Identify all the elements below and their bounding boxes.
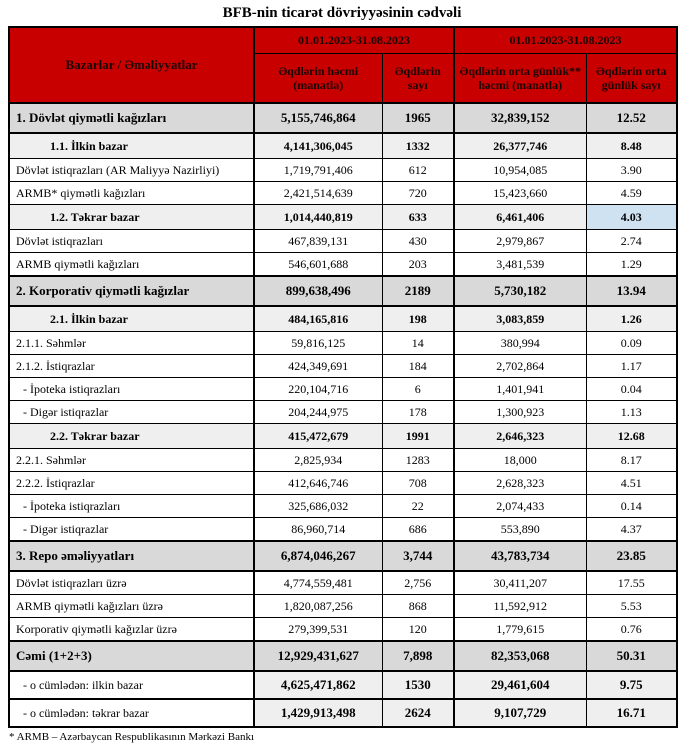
row-label: - İpoteka istiqrazları: [9, 495, 254, 518]
row-value: 380,994: [454, 332, 586, 355]
row-value: 15,423,660: [454, 182, 586, 205]
row-value: 1530: [382, 671, 454, 699]
table-row: [9, 230, 677, 253]
table-row: [9, 103, 677, 133]
row-label: Cəmi (1+2+3): [9, 641, 254, 671]
row-value: 2624: [382, 699, 454, 727]
row-value: 18,000: [454, 449, 586, 472]
table-row: [9, 253, 677, 277]
row-label: 1. Dövlət qiymətli kağızları: [9, 103, 254, 133]
row-value: 11,592,912: [454, 595, 586, 618]
row-label: 2.1.2. İstiqrazlar: [9, 355, 254, 378]
row-value: 3.90: [586, 159, 677, 182]
row-label: 1.1. İlkin bazar: [9, 133, 254, 159]
row-value: 1,429,913,498: [254, 699, 382, 727]
column-header-deal-count: Əqdlərin sayı: [382, 53, 454, 103]
row-label: ARMB qiymətli kağızları: [9, 253, 254, 277]
row-value: 2,979,867: [454, 230, 586, 253]
row-value: 86,960,714: [254, 518, 382, 542]
row-value: 720: [382, 182, 454, 205]
row-value: 13.94: [586, 276, 677, 306]
table-body: [9, 103, 677, 727]
row-value: 484,165,816: [254, 306, 382, 332]
row-value: 1,820,087,256: [254, 595, 382, 618]
row-value: 1283: [382, 449, 454, 472]
table-row: [9, 133, 677, 159]
row-value: 30,411,207: [454, 571, 586, 595]
row-value: 2,702,864: [454, 355, 586, 378]
row-value: 2,074,433: [454, 495, 586, 518]
row-value: 1,401,941: [454, 378, 586, 401]
row-value: 1.13: [586, 401, 677, 424]
row-value: 14: [382, 332, 454, 355]
table-row: [9, 355, 677, 378]
table-row: [9, 571, 677, 595]
row-value: 59,816,125: [254, 332, 382, 355]
row-value: 4.51: [586, 472, 677, 495]
row-value: 5.53: [586, 595, 677, 618]
row-value: 12,929,431,627: [254, 641, 382, 671]
row-value: 2,628,323: [454, 472, 586, 495]
row-value: 4.59: [586, 182, 677, 205]
table-row: [9, 518, 677, 542]
row-value: 467,839,131: [254, 230, 382, 253]
table-row: [9, 699, 677, 727]
row-value: 1,719,791,406: [254, 159, 382, 182]
table-row: [9, 182, 677, 205]
row-value: 0.76: [586, 618, 677, 642]
page-title: BFB-nin ticarət dövriyyəsinin cədvəli: [222, 5, 462, 21]
row-value: 178: [382, 401, 454, 424]
row-value: 184: [382, 355, 454, 378]
row-value: 0.09: [586, 332, 677, 355]
row-value: 1.29: [586, 253, 677, 277]
row-value: 708: [382, 472, 454, 495]
row-value: 6,461,406: [454, 205, 586, 230]
row-value: 0.04: [586, 378, 677, 401]
row-value: 553,890: [454, 518, 586, 542]
row-value: 546,601,688: [254, 253, 382, 277]
row-value: 9.75: [586, 671, 677, 699]
table-row: [9, 595, 677, 618]
row-value: 3,083,859: [454, 306, 586, 332]
row-value: 2,825,934: [254, 449, 382, 472]
row-value: 3,744: [382, 541, 454, 571]
row-value: 415,472,679: [254, 424, 382, 449]
row-value: 10,954,085: [454, 159, 586, 182]
row-value: 43,783,734: [454, 541, 586, 571]
row-value: 4,625,471,862: [254, 671, 382, 699]
row-value: 2,421,514,639: [254, 182, 382, 205]
period-header-1: 01.01.2023-31.08.2023: [254, 27, 454, 53]
column-header-avg-daily-volume: Əqdlərin orta günlük** həcmi (manatla): [454, 53, 586, 103]
row-value: 1,779,615: [454, 618, 586, 642]
row-label: Dövlət istiqrazları (AR Maliyyə Nazirliyi): [9, 159, 254, 182]
row-value: 2,756: [382, 571, 454, 595]
row-label: 2. Korporativ qiymətli kağızlar: [9, 276, 254, 306]
row-label: 2.1. İlkin bazar: [9, 306, 254, 332]
row-label: ARMB qiymətli kağızları üzrə: [9, 595, 254, 618]
row-label: ARMB* qiymətli kağızları: [9, 182, 254, 205]
period-header-2: 01.01.2023-31.08.2023: [454, 27, 677, 53]
row-value: 4,774,559,481: [254, 571, 382, 595]
row-label: 1.2. Təkrar bazar: [9, 205, 254, 230]
row-value: 612: [382, 159, 454, 182]
row-value: 430: [382, 230, 454, 253]
table-row: [9, 472, 677, 495]
trading-turnover-table: [8, 26, 678, 728]
row-value: 8.17: [586, 449, 677, 472]
row-label: - İpoteka istiqrazları: [9, 378, 254, 401]
row-value: 204,244,975: [254, 401, 382, 424]
row-value: 1965: [382, 103, 454, 133]
row-label: Dövlət istiqrazları üzrə: [9, 571, 254, 595]
table-row: [9, 641, 677, 671]
row-value: 1.26: [586, 306, 677, 332]
table-row: [9, 401, 677, 424]
footnote: * ARMB – Azərbaycan Respublikasının Mərkəzi Bankı: [9, 731, 255, 743]
row-label: 2.2.1. Səhmlər: [9, 449, 254, 472]
row-value: 6: [382, 378, 454, 401]
table-row: [9, 159, 677, 182]
row-value: 6,874,046,267: [254, 541, 382, 571]
table-row: [9, 671, 677, 699]
row-value: 1991: [382, 424, 454, 449]
row-label: 2.1.1. Səhmlər: [9, 332, 254, 355]
row-value: 325,686,032: [254, 495, 382, 518]
row-value: 29,461,604: [454, 671, 586, 699]
table-row: [9, 495, 677, 518]
row-label: Korporativ qiymətli kağızlar üzrə: [9, 618, 254, 642]
row-value: 633: [382, 205, 454, 230]
row-value: 1,300,923: [454, 401, 586, 424]
row-value: 26,377,746: [454, 133, 586, 159]
row-value: 50.31: [586, 641, 677, 671]
corner-header: Bazarlar / Əməliyyatlar: [9, 27, 254, 103]
row-value: 7,898: [382, 641, 454, 671]
row-value: 0.14: [586, 495, 677, 518]
row-value: 203: [382, 253, 454, 277]
table-row: [9, 205, 677, 230]
row-label: - o cümlədən: ilkin bazar: [9, 671, 254, 699]
table-row: [9, 378, 677, 401]
row-value: 4,141,306,045: [254, 133, 382, 159]
table-row: [9, 306, 677, 332]
column-header-deal-volume: Əqdlərin həcmi (manatla): [254, 53, 382, 103]
row-label: 2.2. Təkrar bazar: [9, 424, 254, 449]
row-value: 1332: [382, 133, 454, 159]
row-label: 2.2.2. İstiqrazlar: [9, 472, 254, 495]
table-row: [9, 449, 677, 472]
table-row: [9, 332, 677, 355]
row-value: 868: [382, 595, 454, 618]
row-value: 412,646,746: [254, 472, 382, 495]
table-row: [9, 424, 677, 449]
row-value: 5,155,746,864: [254, 103, 382, 133]
row-value: 2189: [382, 276, 454, 306]
row-value: 1,014,440,819: [254, 205, 382, 230]
row-value: 9,107,729: [454, 699, 586, 727]
row-value: 23.85: [586, 541, 677, 571]
row-value: 220,104,716: [254, 378, 382, 401]
row-value: 22: [382, 495, 454, 518]
row-value: 4.37: [586, 518, 677, 542]
column-header-avg-daily-count: Əqdlərin orta günlük sayı: [586, 53, 677, 103]
row-value: 16.71: [586, 699, 677, 727]
row-value: 5,730,182: [454, 276, 586, 306]
row-value: 12.68: [586, 424, 677, 449]
row-value-highlighted: 4.03: [586, 205, 677, 230]
row-value: 2,646,323: [454, 424, 586, 449]
row-value: 899,638,496: [254, 276, 382, 306]
row-value: 2.74: [586, 230, 677, 253]
table-row: [9, 276, 677, 306]
row-value: 17.55: [586, 571, 677, 595]
table-row: [9, 541, 677, 571]
row-value: 32,839,152: [454, 103, 586, 133]
row-label: - Digər istiqrazlar: [9, 401, 254, 424]
row-value: 424,349,691: [254, 355, 382, 378]
row-value: 82,353,068: [454, 641, 586, 671]
row-value: 1.17: [586, 355, 677, 378]
row-value: 8.48: [586, 133, 677, 159]
table-header: [9, 27, 677, 103]
row-value: 3,481,539: [454, 253, 586, 277]
row-label: Dövlət istiqrazları: [9, 230, 254, 253]
row-label: 3. Repo əməliyyatları: [9, 541, 254, 571]
row-value: 686: [382, 518, 454, 542]
row-label: - o cümlədən: təkrar bazar: [9, 699, 254, 727]
table-row: [9, 618, 677, 642]
row-label: - Digər istiqrazlar: [9, 518, 254, 542]
row-value: 198: [382, 306, 454, 332]
row-value: 120: [382, 618, 454, 642]
row-value: 12.52: [586, 103, 677, 133]
row-value: 279,399,531: [254, 618, 382, 642]
